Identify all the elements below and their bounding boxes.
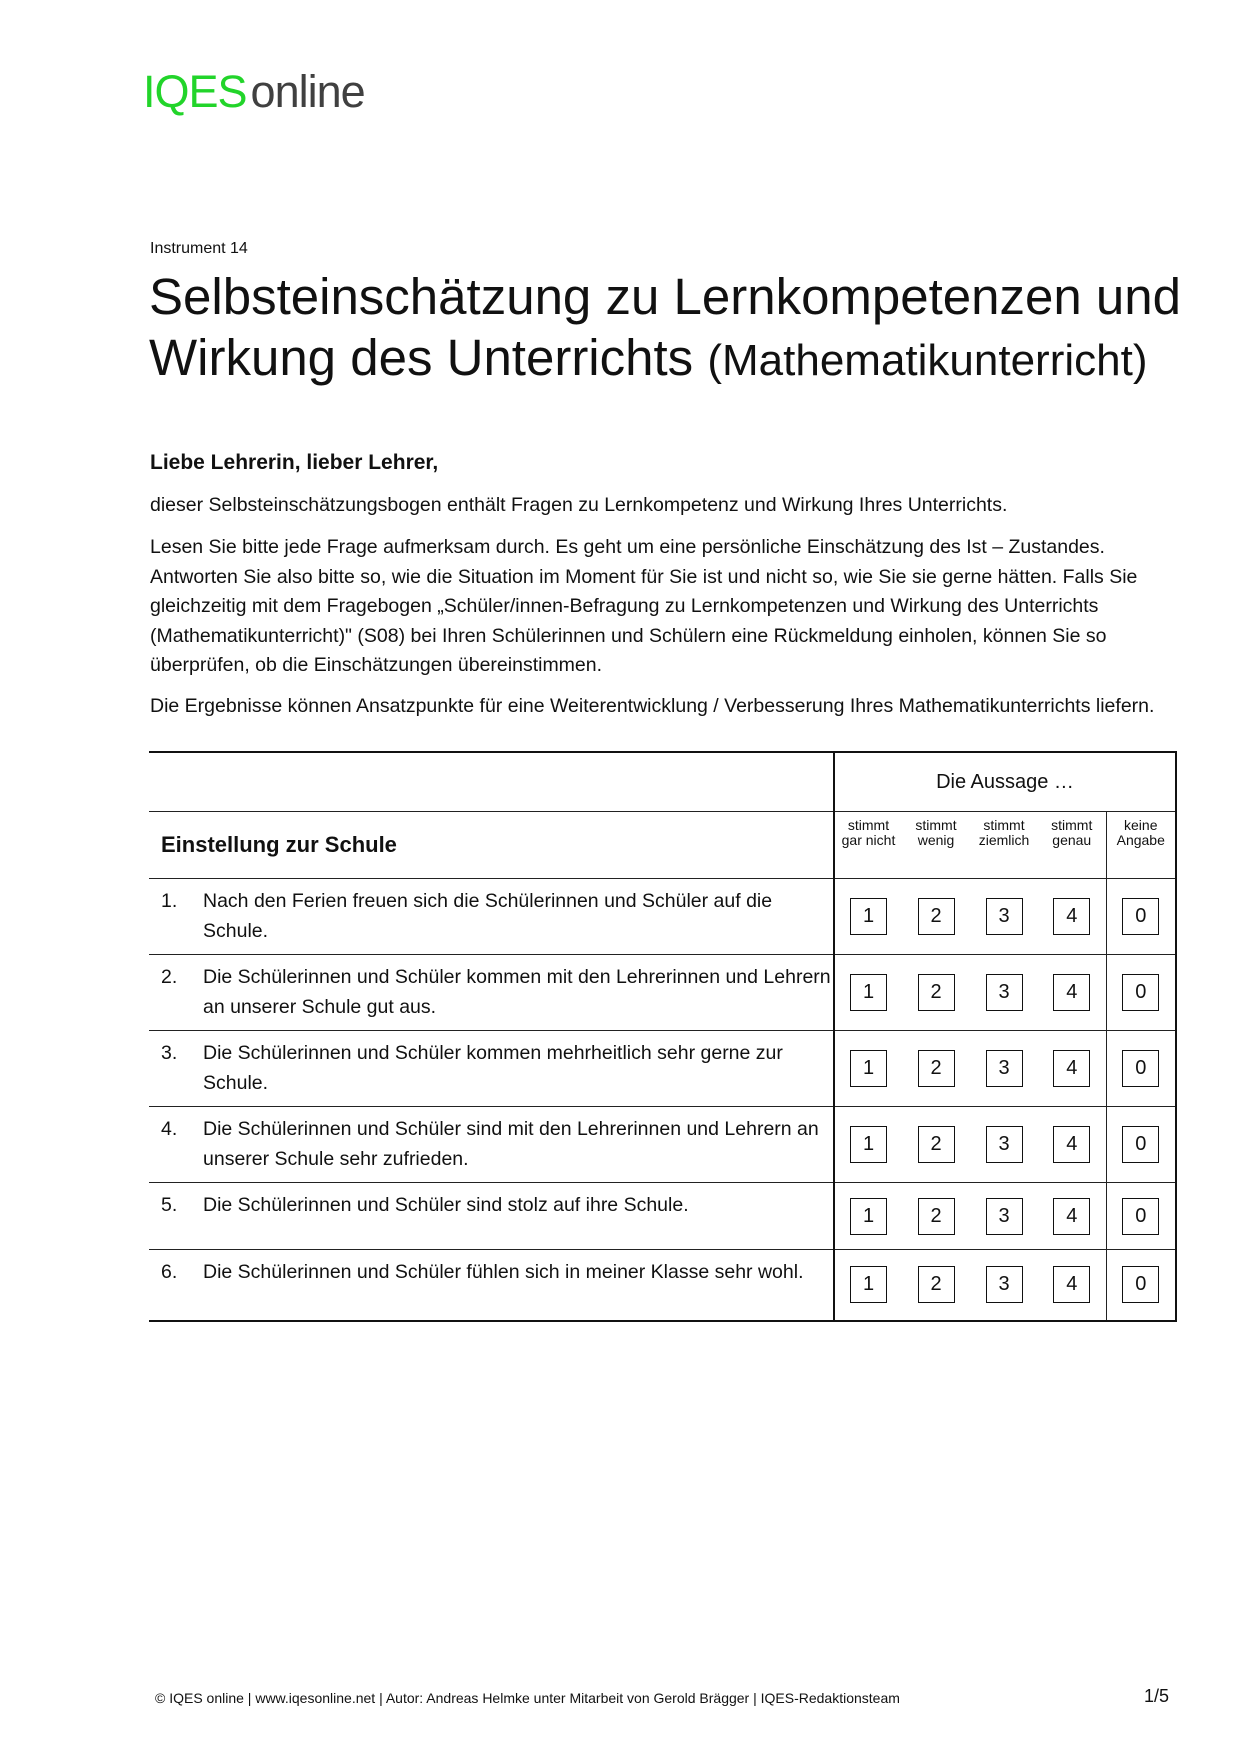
answer-checkbox[interactable]: 4 <box>1053 1266 1090 1303</box>
question-row <box>149 1031 1176 1107</box>
option-label-line2: genau <box>1052 832 1092 848</box>
answer-checkbox[interactable]: 1 <box>850 898 887 935</box>
section-title: Einstellung zur Schule <box>149 812 834 879</box>
option-label-line1: keine <box>1124 817 1158 833</box>
logo-part1: IQES <box>143 66 247 117</box>
answer-cell <box>834 879 902 955</box>
answer-cell <box>902 1250 970 1321</box>
answer-checkbox[interactable]: 0 <box>1122 898 1159 935</box>
answer-cell <box>834 955 902 1031</box>
question-text: Nach den Ferien freuen sich die Schülerinnen und Schüler auf die Schule. <box>203 890 773 942</box>
answer-checkbox[interactable]: 0 <box>1122 1266 1159 1303</box>
answer-cell <box>970 879 1038 955</box>
answer-checkbox[interactable]: 3 <box>986 1050 1023 1087</box>
question-row <box>149 1250 1176 1321</box>
answer-checkbox[interactable]: 4 <box>1053 898 1090 935</box>
question-text-cell <box>149 1250 834 1321</box>
page-number: 1/5 <box>1144 1686 1170 1706</box>
answer-checkbox[interactable]: 1 <box>850 974 887 1011</box>
answer-checkbox[interactable]: 4 <box>1053 974 1090 1011</box>
answer-cell <box>834 1183 902 1250</box>
answer-checkbox[interactable]: 3 <box>986 1266 1023 1303</box>
option-header <box>1106 812 1176 879</box>
answer-cell <box>834 1107 902 1183</box>
question-number: 4. <box>161 1118 178 1140</box>
answer-checkbox[interactable]: 0 <box>1122 1050 1159 1087</box>
question-text: Die Schülerinnen und Schüler sind stolz auf ihre Schule. <box>203 1194 689 1216</box>
question-number: 6. <box>161 1261 178 1283</box>
title-main: Selbsteinschätzung zu Lernkompetenzen und Wirkung des Unterrichts <box>149 268 1182 386</box>
option-label-line2: Angabe <box>1116 832 1165 848</box>
option-label-line1: stimmt <box>915 817 957 833</box>
answer-checkbox[interactable]: 3 <box>986 1126 1023 1163</box>
option-header <box>1038 812 1106 879</box>
question-text: Die Schülerinnen und Schüler sind mit den Lehrerinnen und Lehrern an unserer Schule sehr zufrieden. <box>203 1118 819 1170</box>
option-label-line2: gar nicht <box>841 832 896 848</box>
question-text-cell <box>149 1183 834 1250</box>
answer-cell <box>902 1031 970 1107</box>
answer-cell <box>902 955 970 1031</box>
question-text: Die Schülerinnen und Schüler kommen mit den Lehrerinnen und Lehrern an unserer Schule gut aus. <box>203 966 831 1018</box>
answer-checkbox[interactable]: 0 <box>1122 1126 1159 1163</box>
answer-checkbox[interactable]: 0 <box>1122 1198 1159 1235</box>
option-label-line2: wenig <box>917 832 955 848</box>
question-row <box>149 879 1176 955</box>
answer-cell <box>1106 1183 1176 1250</box>
option-label-line1: stimmt <box>847 817 890 833</box>
question-text-cell <box>149 879 834 955</box>
greeting: Liebe Lehrerin, lieber Lehrer, <box>150 451 439 474</box>
answer-cell <box>970 1107 1038 1183</box>
question-number: 1. <box>161 890 178 912</box>
question-row <box>149 1183 1176 1250</box>
option-header <box>970 812 1038 879</box>
page-title <box>149 266 1209 391</box>
answer-checkbox[interactable]: 2 <box>918 974 955 1011</box>
iqes-logo <box>143 66 365 118</box>
answer-checkbox[interactable]: 3 <box>986 974 1023 1011</box>
answer-cell <box>1106 1250 1176 1321</box>
question-text-cell <box>149 1107 834 1183</box>
answer-checkbox[interactable]: 2 <box>918 1266 955 1303</box>
answer-checkbox[interactable]: 4 <box>1053 1198 1090 1235</box>
answer-checkbox[interactable]: 2 <box>918 1198 955 1235</box>
answer-checkbox[interactable]: 1 <box>850 1126 887 1163</box>
answer-checkbox[interactable]: 4 <box>1053 1126 1090 1163</box>
answer-cell <box>1106 879 1176 955</box>
question-text: Die Schülerinnen und Schüler fühlen sich in meiner Klasse sehr wohl. <box>203 1261 804 1283</box>
question-text-cell <box>149 1031 834 1107</box>
question-row <box>149 955 1176 1031</box>
question-row <box>149 1107 1176 1183</box>
intro-paragraph-3: Die Ergebnisse können Ansatzpunkte für eine Weiterentwicklung / Verbesserung Ihres Mathematikunterrichts liefern. <box>150 695 1155 717</box>
option-header <box>834 812 902 879</box>
answer-cell <box>834 1031 902 1107</box>
answer-cell <box>1106 955 1176 1031</box>
logo-part2: online <box>250 66 365 117</box>
option-header <box>902 812 970 879</box>
answer-cell <box>902 1107 970 1183</box>
answer-cell <box>902 1183 970 1250</box>
answer-checkbox[interactable]: 1 <box>850 1198 887 1235</box>
intro-paragraph-1: dieser Selbsteinschätzungsbogen enthält Fragen zu Lernkompetenz und Wirkung Ihres Unterrichts. <box>150 494 1008 516</box>
answer-cell <box>1038 955 1106 1031</box>
answer-cell <box>1038 879 1106 955</box>
question-number: 3. <box>161 1042 178 1064</box>
instrument-label: Instrument 14 <box>150 240 248 257</box>
answer-checkbox[interactable]: 0 <box>1122 974 1159 1011</box>
question-text: Die Schülerinnen und Schüler kommen mehrheitlich sehr gerne zur Schule. <box>203 1042 783 1094</box>
option-label-line2: ziemlich <box>978 832 1030 848</box>
answer-cell <box>1038 1250 1106 1321</box>
scale-header: Die Aussage … <box>834 752 1176 812</box>
question-number: 5. <box>161 1194 178 1216</box>
answer-cell <box>970 1183 1038 1250</box>
footer-text: © IQES online | www.iqesonline.net | Autor: Andreas Helmke unter Mitarbeit von Gerold Brägger | IQES-Redaktionsteam <box>155 1690 900 1706</box>
answer-cell <box>1038 1107 1106 1183</box>
answer-cell <box>834 1250 902 1321</box>
questionnaire-table <box>149 751 1177 1322</box>
title-sub: (Mathematikunterricht) <box>707 336 1148 385</box>
option-label-line1: stimmt <box>1051 817 1093 833</box>
answer-checkbox[interactable]: 2 <box>918 1126 955 1163</box>
answer-checkbox[interactable]: 1 <box>850 1266 887 1303</box>
answer-checkbox[interactable]: 3 <box>986 1198 1023 1235</box>
answer-cell <box>1038 1031 1106 1107</box>
option-label-line1: stimmt <box>983 817 1025 833</box>
answer-checkbox[interactable]: 4 <box>1053 1050 1090 1087</box>
answer-cell <box>1106 1031 1176 1107</box>
intro-paragraph-2: Lesen Sie bitte jede Frage aufmerksam durch. Es geht um eine persönliche Einschätzung des Ist – Zustandes. Antworten Sie also bitte so, wie die Situation im Moment für Sie ist und nicht so, wie Sie sie gerne hätten. Falls Sie gleichzeitig mit dem Fragebogen „Schüler/innen-Befragung zu Lernkompetenzen und Wirkung des Unterrichts (Mathematikunterricht)" (S08) bei Ihren Schülerinnen und Schülern eine Rückmeldung einholen, können Sie so überprüfen, ob die Einschätzungen übereinstimmen. <box>150 536 1138 676</box>
answer-checkbox[interactable]: 2 <box>918 1050 955 1087</box>
answer-cell <box>970 955 1038 1031</box>
question-number: 2. <box>161 966 178 988</box>
answer-checkbox[interactable]: 3 <box>986 898 1023 935</box>
answer-cell <box>970 1031 1038 1107</box>
question-text-cell <box>149 955 834 1031</box>
answer-cell <box>1106 1107 1176 1183</box>
answer-cell <box>1038 1183 1106 1250</box>
answer-cell <box>970 1250 1038 1321</box>
answer-cell <box>902 879 970 955</box>
answer-checkbox[interactable]: 1 <box>850 1050 887 1087</box>
answer-checkbox[interactable]: 2 <box>918 898 955 935</box>
